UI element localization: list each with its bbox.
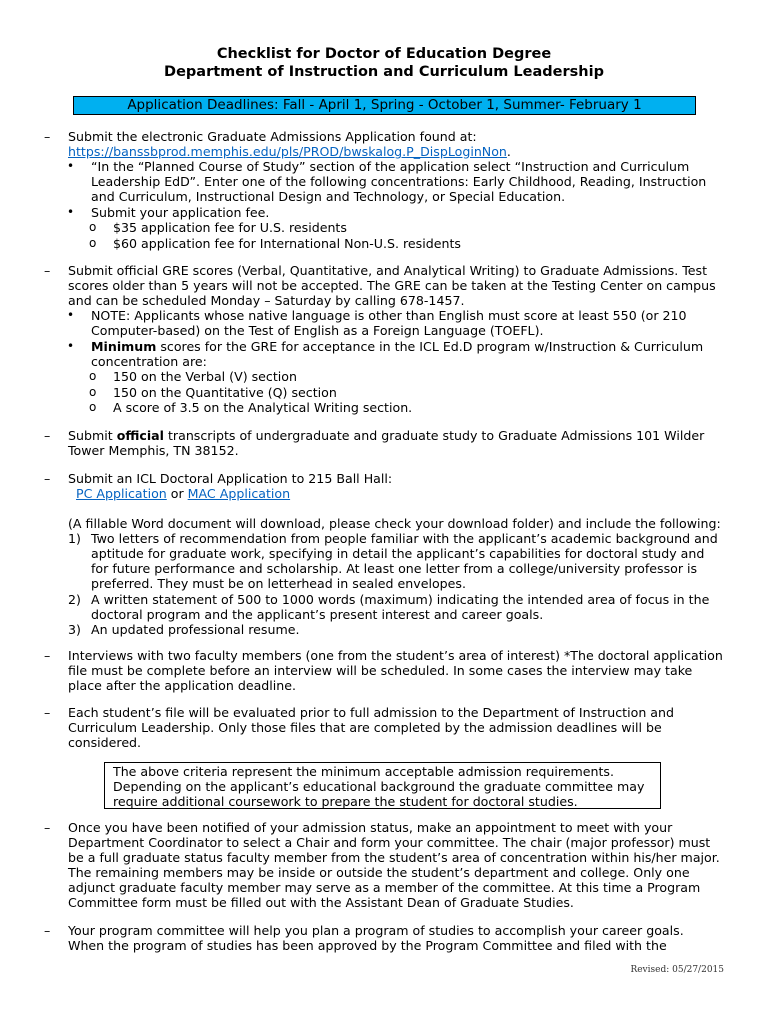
dash-bullet: – bbox=[44, 428, 51, 443]
s7-line5: adjunct graduate faculty member may serve as a member of the committee. At this time a Program bbox=[68, 880, 701, 895]
toefl-note-line1: NOTE: Applicants whose native language is other than English must score at least 550 (or 210 bbox=[91, 308, 687, 323]
s3-rest: transcripts of undergraduate and graduate study to Graduate Admissions 101 Wilder bbox=[163, 428, 705, 443]
dot-bullet: • bbox=[67, 205, 75, 219]
fee-us: $35 application fee for U.S. residents bbox=[113, 220, 347, 235]
circle-bullet: o bbox=[89, 236, 97, 250]
minimum-rest: scores for the GRE for acceptance in the ICL Ed.D program w/Instruction & Curriculum bbox=[156, 339, 704, 354]
circle-bullet: o bbox=[89, 385, 97, 399]
s7-line4: The remaining members may be inside or outside the student’s department and college. Only one bbox=[68, 865, 690, 880]
s5-line2: file must be complete before an interview will be scheduled. In some cases the interview may take bbox=[68, 663, 693, 678]
gre-minimum-line2: concentration are: bbox=[91, 354, 207, 369]
document-title: Checklist for Doctor of Education Degree bbox=[216, 46, 552, 62]
s1-bullet1-line2: Leadership EdD”. Enter one of the following concentrations: Early Childhood, Reading, Instruction bbox=[91, 174, 707, 189]
s6-line3: considered. bbox=[68, 735, 142, 750]
s1-bullet1-line3: and Curriculum, Instructional Design and Technology, or Special Education. bbox=[91, 189, 566, 204]
s1-url-line bbox=[68, 144, 511, 159]
dash-bullet: – bbox=[44, 263, 51, 278]
s4-item1-line1: Two letters of recommendation from people familiar with the applicant’s academic background and bbox=[91, 531, 718, 546]
notice-line2: Depending on the applicant’s educational background the graduate committee may bbox=[113, 779, 645, 795]
s4-item2-line2: doctoral program and the applicant’s present interest and career goals. bbox=[91, 607, 544, 622]
s8-line2: When the program of studies has been approved by the Program Committee and filed with the bbox=[68, 938, 667, 953]
s5-line3: place after the application deadline. bbox=[68, 678, 297, 693]
s6-line2: Curriculum Leadership. Only those files that are completed by the admission deadlines will be bbox=[68, 720, 662, 735]
or-text: or bbox=[166, 486, 188, 501]
item-number: 3) bbox=[68, 622, 81, 637]
s3-line1 bbox=[68, 428, 704, 443]
dash-bullet: – bbox=[44, 820, 51, 835]
s4-line1: Submit an ICL Doctoral Application to 215 Ball Hall: bbox=[68, 471, 393, 486]
s1-url-end: . bbox=[506, 144, 511, 159]
score-verbal: 150 on the Verbal (V) section bbox=[113, 369, 297, 384]
s4-item2-line1: A written statement of 500 to 1000 words (maximum) indicating the intended area of focus in the bbox=[91, 592, 710, 607]
s7-line1: Once you have been notified of your admission status, make an appointment to meet with your bbox=[68, 820, 673, 835]
s7-line6: Committee form must be filled out with the Assistant Dean of Graduate Studies. bbox=[68, 895, 574, 910]
deadlines-banner: Application Deadlines: Fall - April 1, Spring - October 1, Summer- February 1 bbox=[73, 96, 696, 115]
s2-line1: Submit official GRE scores (Verbal, Quantitative, and Analytical Writing) to Graduate Admissions. Test bbox=[68, 263, 708, 278]
s8-line1: Your program committee will help you plan a program of studies to accomplish your career goals. bbox=[68, 923, 684, 938]
dot-bullet: • bbox=[67, 308, 75, 322]
s7-line2: Department Coordinator to select a Chair and form your committee. The chair (major professor) must bbox=[68, 835, 711, 850]
pc-application-link[interactable]: PC Application bbox=[76, 486, 167, 501]
s3-line2: Tower Memphis, TN 38152. bbox=[68, 443, 239, 458]
dash-bullet: – bbox=[44, 471, 51, 486]
dash-bullet: – bbox=[44, 648, 51, 663]
s3-pre: Submit bbox=[68, 428, 117, 443]
s2-line2: scores older than 5 years will not be accepted. The GRE can be taken at the Testing Center on campus bbox=[68, 278, 716, 293]
mac-application-link[interactable]: MAC Application bbox=[187, 486, 291, 501]
dash-bullet: – bbox=[44, 923, 51, 938]
notice-line3: require additional coursework to prepare the student for doctoral studies. bbox=[113, 794, 578, 810]
s4-item3: An updated professional resume. bbox=[91, 622, 300, 637]
circle-bullet: o bbox=[89, 400, 97, 414]
application-links bbox=[76, 486, 290, 501]
dash-bullet: – bbox=[44, 129, 51, 144]
s5-line1: Interviews with two faculty members (one from the student’s area of interest) *The doctoral application bbox=[68, 648, 723, 663]
criteria-notice-box bbox=[104, 762, 661, 809]
dot-bullet: • bbox=[67, 339, 75, 353]
s4-info: (A fillable Word document will download, please check your download folder) and include the following: bbox=[68, 516, 721, 531]
department-title: Department of Instruction and Curriculum Leadership bbox=[164, 64, 604, 80]
gre-minimum-line1 bbox=[91, 339, 703, 354]
score-quantitative: 150 on the Quantitative (Q) section bbox=[113, 385, 337, 400]
official-bold: official bbox=[116, 428, 164, 443]
toefl-note-line2: Computer-based) on the Test of English as a Foreign Language (TOEFL). bbox=[91, 323, 544, 338]
item-number: 1) bbox=[68, 531, 81, 546]
revised-date: Revised: 05/27/2015 bbox=[630, 965, 724, 975]
s4-item1-line3: for future performance and scholarship. At least one letter from a college/university professor is bbox=[91, 561, 698, 576]
fee-international: $60 application fee for International Non-U.S. residents bbox=[113, 236, 461, 251]
s6-line1: Each student’s file will be evaluated prior to full admission to the Department of Instruction and bbox=[68, 705, 675, 720]
notice-line1: The above criteria represent the minimum acceptable admission requirements. bbox=[113, 764, 614, 779]
score-writing: A score of 3.5 on the Analytical Writing section. bbox=[113, 400, 413, 415]
s1-bullet1-line1: “In the “Planned Course of Study” section of the application select “Instruction and Curriculum bbox=[91, 159, 690, 174]
s2-line3: and can be scheduled Monday – Saturday by calling 678-1457. bbox=[68, 293, 465, 308]
s1-bullet2: Submit your application fee. bbox=[91, 205, 270, 220]
s7-line3: be a full graduate status faculty member from the student’s area of concentration within his/her major. bbox=[68, 850, 720, 865]
minimum-bold: Minimum bbox=[91, 339, 157, 354]
s1-line: Submit the electronic Graduate Admissions Application found at: bbox=[68, 129, 477, 144]
dot-bullet: • bbox=[67, 159, 75, 173]
dash-bullet: – bbox=[44, 705, 51, 720]
circle-bullet: o bbox=[89, 369, 97, 383]
circle-bullet: o bbox=[89, 220, 97, 234]
graduate-application-link[interactable]: https://banssbprod.memphis.edu/pls/PROD/bwskalog.P_DispLoginNon bbox=[68, 144, 507, 159]
item-number: 2) bbox=[68, 592, 81, 607]
s4-item1-line2: aptitude for graduate work, specifying in detail the applicant’s capabilities for doctoral study and bbox=[91, 546, 705, 561]
s4-item1-line4: preferred. They must be on letterhead in sealed envelopes. bbox=[91, 576, 466, 591]
